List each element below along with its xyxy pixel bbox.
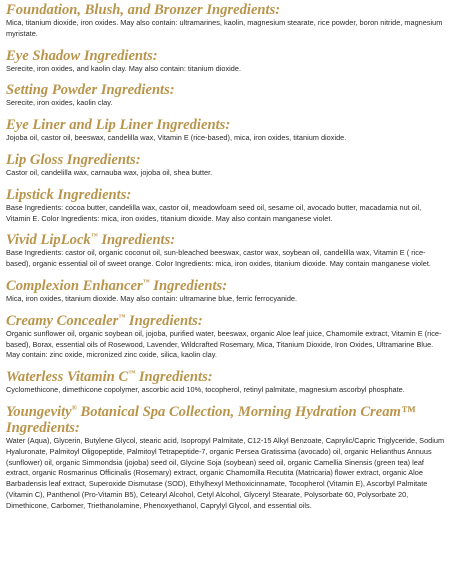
section-body: Water (Aqua), Glycerin, Butylene Glycol, stearic acid, Isopropyl Palmitate, C12-15 Alkyl Benzoate, Caprylic/Capric Triglyceride, Sodium Hyaluronate, Palmitoyl Oligopeptide, Palmitoyl Tetrapeptide-7, organic Persea Gratissima (avocado) oil, organic Helianthus Annuus (sunflower) oil, organic Simmondsia (jojoba) seed oil, Glycine Soja (soybean) seed oil, organic Camellia Sinensis (green tea) leaf extract, organic Rosmarinus Officinalis (Rosemary) extract, organic Chamomilla Recutita (Matricaria) flower extract, organic Aloe Barbadensis leaf extract, Superoxide Dismutase (SOD), Ethylhexyl Methoxicinnamate, Tocopherol (Vitamin E), Ascorbyl Palmitate (Vitamin C), Panthenol (Pro-Vitamin B5), Cetearyl Alcohol, Cetyl Alcohol, Glyceryl Stearate, Polysorbate 60, Polysorbate 20, Dimethicone, Carbomer, Triethanolamine, Phenoxyethanol, Caprylyl Glycol, and essential oils.: [6, 435, 445, 510]
section-heading: [6, 313, 447, 329]
section-heading: [6, 232, 447, 248]
section-eye-liner-lip-liner: [6, 117, 447, 144]
heading-text: Complexion Enhancer: [6, 277, 143, 294]
heading-text: Eye Shadow Ingredients:: [6, 47, 158, 64]
section-heading: [6, 278, 447, 294]
section-heading: [6, 117, 447, 133]
section-heading: [6, 2, 447, 18]
section-eye-shadow: [6, 48, 447, 75]
section-heading: [6, 82, 447, 98]
section-body: Base Ingredients: castor oil, organic coconut oil, sun-bleached beeswax, castor wax, soybean oil, candelilla wax, Vitamin E ( rice-based), organic essential oil of sweet orange. Color Ingredients: mica, iron oxides, titanium dioxide. May contain manganese violet.: [6, 248, 431, 269]
section-heading: [6, 152, 447, 168]
heading-text: Lip Gloss Ingredients:: [6, 151, 141, 168]
section-lipstick: [6, 187, 447, 225]
trademark-mark: ™: [90, 232, 98, 241]
section-body: Mica, iron oxides, titanium dioxide. May also contain: ultramarine blue, ferric ferrocyanide.: [6, 293, 298, 303]
section-body: Serecite, iron oxides, kaolin clay.: [6, 98, 113, 108]
trademark-mark: ™: [118, 312, 126, 321]
heading-text-rest: Ingredients:: [125, 312, 203, 329]
heading-text: Setting Powder Ingredients:: [6, 82, 175, 99]
section-waterless-vitamin-c: [6, 369, 447, 396]
section-complexion-enhancer: [6, 278, 447, 305]
section-body: Base Ingredients: cocoa butter, candelilla wax, castor oil, meadowfoam seed oil, sesame oil, avocado butter, macadamia nut oil, Vitamin E. Color Ingredients: mica, iron oxides, titanium dioxide. May also contain manganese violet.: [6, 202, 422, 223]
section-creamy-concealer: [6, 313, 447, 361]
heading-text: Waterless Vitamin C: [6, 369, 129, 386]
heading-text: Youngevity: [6, 403, 72, 420]
section-body: Castor oil, candelilla wax, carnauba wax, jojoba oil, shea butter.: [6, 167, 213, 177]
trademark-mark: ™: [142, 278, 150, 287]
heading-text: Lipstick Ingredients:: [6, 186, 132, 203]
section-heading: [6, 369, 447, 385]
section-body: Mica, titanium dioxide, iron oxides. May also contain: ultramarines, kaolin, magnesium stearate, rice powder, boron nitride, magnesium myristate.: [6, 18, 443, 38]
heading-text: Foundation, Blush, and Bronzer Ingredients:: [6, 2, 281, 18]
section-body: Jojoba oil, castor oil, beeswax, candelilla wax, Vitamin E (rice-based), mica, iron oxides, titanium dioxide.: [6, 133, 347, 143]
trademark-mark: ®: [71, 404, 77, 413]
heading-text: Creamy Concealer: [6, 312, 119, 329]
section-foundation-blush-bronzer: [6, 2, 447, 40]
heading-text: Eye Liner and Lip Liner Ingredients:: [6, 117, 231, 134]
heading-text-rest: Botanical Spa Collection, Morning Hydration Cream™ Ingredients:: [6, 403, 416, 436]
section-heading: [6, 187, 447, 203]
trademark-mark: ™: [128, 369, 136, 378]
section-lip-gloss: [6, 152, 447, 179]
heading-text-rest: Ingredients:: [135, 369, 213, 386]
section-body: Serecite, iron oxides, and kaolin clay. May also contain: titanium dioxide.: [6, 63, 241, 73]
ingredients-document: [0, 2, 452, 512]
section-youngevity-morning-hydration-cream: [6, 404, 447, 512]
section-setting-powder: [6, 82, 447, 109]
heading-text-rest: Ingredients:: [97, 232, 176, 249]
heading-text: Vivid LipLock: [6, 232, 91, 249]
section-body: Organic sunflower oil, organic soybean oil, jojoba, purified water, beeswax, organic Aloe leaf juice, Chamomile extract, Vitamin E (rice-based), Borax, essential oils of Rosewood, Lavender, Wildcrafted Rosemary, Mica, Titanium Dioxide, Iron Oxides, Ultramarine Blue. May contain: zinc oxide, micronized zinc oxide, silica, kaolin clay.: [6, 328, 442, 360]
section-vivid-liplock: [6, 232, 447, 270]
section-body: Cyclomethicone, dimethicone copolymer, ascorbic acid 10%, tocopherol, retinyl palmitate, magnesium ascorbyl phosphate.: [6, 385, 405, 395]
heading-text-rest: Ingredients:: [149, 277, 228, 294]
section-heading: [6, 48, 447, 64]
section-heading: [6, 404, 447, 436]
